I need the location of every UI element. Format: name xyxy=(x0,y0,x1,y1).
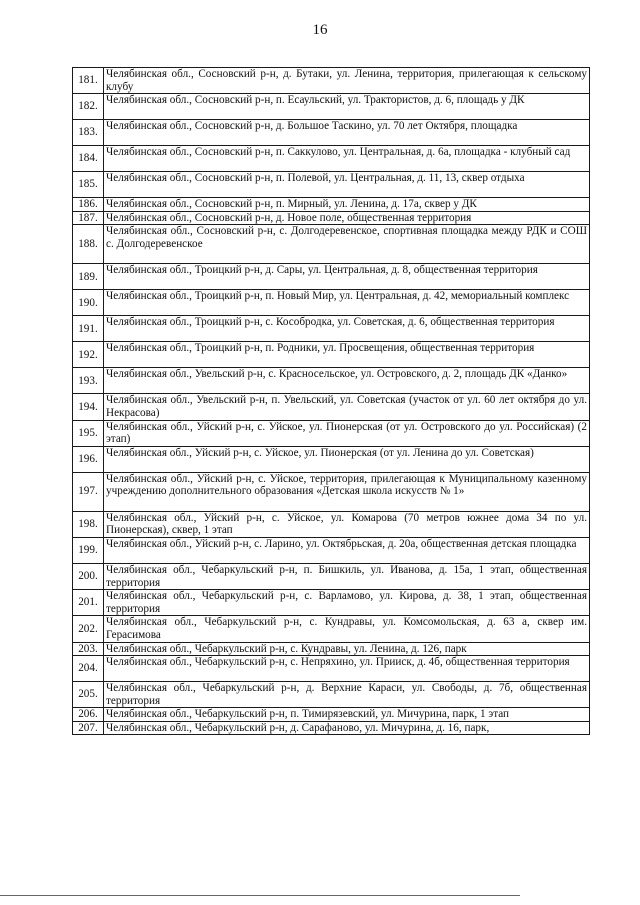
row-number: 187. xyxy=(73,211,104,225)
row-address: Челябинская обл., Увельский р-н, п. Увельский, ул. Советская (участок от ул. 60 лет октября до ул. Некрасова) xyxy=(104,394,590,420)
table-row xyxy=(73,225,590,264)
row-number: 185. xyxy=(73,172,104,198)
table-row xyxy=(73,446,590,472)
table-row xyxy=(73,721,590,735)
table-row xyxy=(73,537,590,563)
row-number: 198. xyxy=(73,511,104,537)
row-address: Челябинская обл., Чебаркульский р-н, п. Бишкиль, ул. Иванова, д. 15а, 1 этап, общественная территория xyxy=(104,563,590,589)
row-number: 193. xyxy=(73,368,104,394)
table-row xyxy=(73,94,590,120)
territory-list-body xyxy=(73,68,590,735)
row-number: 191. xyxy=(73,316,104,342)
row-number: 204. xyxy=(73,656,104,682)
table-row xyxy=(73,211,590,225)
row-address: Челябинская обл., Чебаркульский р-н, с. Кундравы, ул. Ленина, д. 126, парк xyxy=(104,642,590,656)
row-address: Челябинская обл., Чебаркульский р-н, с. Кундравы, ул. Комсомольская, д. 63 а, сквер им. Герасимова xyxy=(104,616,590,642)
table-row xyxy=(73,172,590,198)
row-address: Челябинская обл., Сосновский р-н, п. Мирный, ул. Ленина, д. 17а, сквер у ДК xyxy=(104,198,590,212)
row-number: 194. xyxy=(73,394,104,420)
row-number: 202. xyxy=(73,616,104,642)
row-address: Челябинская обл., Сосновский р-н, п. Есаульский, ул. Трактористов, д. 6, площадь у ДК xyxy=(104,94,590,120)
row-number: 200. xyxy=(73,563,104,589)
row-number: 197. xyxy=(73,472,104,511)
table-row xyxy=(73,68,590,94)
table-row xyxy=(73,642,590,656)
row-address: Челябинская обл., Сосновский р-н, п. Полевой, ул. Центральная, д. 11, 13, сквер отдыха xyxy=(104,172,590,198)
row-number: 188. xyxy=(73,225,104,264)
table-row xyxy=(73,342,590,368)
page-number: 16 xyxy=(312,22,328,38)
row-number: 207. xyxy=(73,721,104,735)
row-address: Челябинская обл., Сосновский р-н, д. Новое поле, общественная территория xyxy=(104,211,590,225)
row-address: Челябинская обл., Чебаркульский р-н, п. Тимирязевский, ул. Мичурина, парк, 1 этап xyxy=(104,708,590,722)
row-address: Челябинская обл., Уйский р-н, с. Уйское, ул. Пионерская (от ул. Островского до ул. Российская) (2 этап) xyxy=(104,420,590,446)
row-number: 205. xyxy=(73,682,104,708)
table-row xyxy=(73,198,590,212)
table-row xyxy=(73,146,590,172)
row-address: Челябинская обл., Сосновский р-н, д. Большое Таскино, ул. 70 лет Октября, площадка xyxy=(104,120,590,146)
row-number: 196. xyxy=(73,446,104,472)
table-row xyxy=(73,708,590,722)
row-address: Челябинская обл., Троицкий р-н, п. Новый Мир, ул. Центральная, д. 42, мемориальный комплекс xyxy=(104,290,590,316)
row-number: 190. xyxy=(73,290,104,316)
table-row xyxy=(73,590,590,616)
row-address: Челябинская обл., Сосновский р-н, д. Бутаки, ул. Ленина, территория, прилегающая к сельскому клубу xyxy=(104,68,590,94)
row-number: 181. xyxy=(73,68,104,94)
row-number: 201. xyxy=(73,590,104,616)
table-row xyxy=(73,563,590,589)
row-number: 184. xyxy=(73,146,104,172)
footer-rule xyxy=(0,895,520,896)
row-address: Челябинская обл., Чебаркульский р-н, с. Непряхино, ул. Прииск, д. 4б, общественная территория xyxy=(104,656,590,682)
table-row xyxy=(73,511,590,537)
row-address: Челябинская обл., Уйский р-н, с. Уйское, территория, прилегающая к Муниципальному казенному учреждению дополнительного образования «Детская школа искусств № 1» xyxy=(104,472,590,511)
row-number: 186. xyxy=(73,198,104,212)
row-address: Челябинская обл., Чебаркульский р-н, с. Варламово, ул. Кирова, д. 38, 1 этап, общественная территория xyxy=(104,590,590,616)
row-address: Челябинская обл., Уйский р-н, с. Уйское, ул. Комарова (70 метров южнее дома 34 по ул. Пионерская), сквер, 1 этап xyxy=(104,511,590,537)
row-address: Челябинская обл., Уйский р-н, с. Ларино, ул. Октябрьская, д. 20а, общественная детская площадка xyxy=(104,537,590,563)
row-address: Челябинская обл., Чебаркульский р-н, д. Верхние Караси, ул. Свободы, д. 7б, общественная территория xyxy=(104,682,590,708)
row-address: Челябинская обл., Сосновский р-н, с. Долгодеревенское, спортивная площадка между РДК и СОШ с. Долгодеревенское xyxy=(104,225,590,264)
row-number: 183. xyxy=(73,120,104,146)
row-address: Челябинская обл., Увельский р-н, с. Красносельское, ул. Островского, д. 2, площадь ДК «Данко» xyxy=(104,368,590,394)
table-row xyxy=(73,368,590,394)
table-row xyxy=(73,264,590,290)
row-address: Челябинская обл., Уйский р-н, с. Уйское, ул. Пионерская (от ул. Ленина до ул. Советская) xyxy=(104,446,590,472)
table-row xyxy=(73,472,590,511)
table-row xyxy=(73,420,590,446)
table-row xyxy=(73,394,590,420)
row-address: Челябинская обл., Троицкий р-н, п. Родники, ул. Просвещения, общественная территория xyxy=(104,342,590,368)
table-row xyxy=(73,316,590,342)
row-number: 192. xyxy=(73,342,104,368)
row-number: 199. xyxy=(73,537,104,563)
row-number: 182. xyxy=(73,94,104,120)
row-number: 203. xyxy=(73,642,104,656)
row-address: Челябинская обл., Троицкий р-н, с. Кособродка, ул. Советская, д. 6, общественная территория xyxy=(104,316,590,342)
row-address: Челябинская обл., Троицкий р-н, д. Сары, ул. Центральная, д. 8, общественная территория xyxy=(104,264,590,290)
table-row xyxy=(73,120,590,146)
row-address: Челябинская обл., Сосновский р-н, п. Саккулово, ул. Центральная, д. 6а, площадка - клубный сад xyxy=(104,146,590,172)
row-number: 206. xyxy=(73,708,104,722)
table-row xyxy=(73,290,590,316)
table-row xyxy=(73,616,590,642)
row-address: Челябинская обл., Чебаркульский р-н, д. Сарафаново, ул. Мичурина, д. 16, парк, xyxy=(104,721,590,735)
row-number: 195. xyxy=(73,420,104,446)
table-row xyxy=(73,656,590,682)
row-number: 189. xyxy=(73,264,104,290)
territory-list-table xyxy=(72,67,590,735)
table-row xyxy=(73,682,590,708)
